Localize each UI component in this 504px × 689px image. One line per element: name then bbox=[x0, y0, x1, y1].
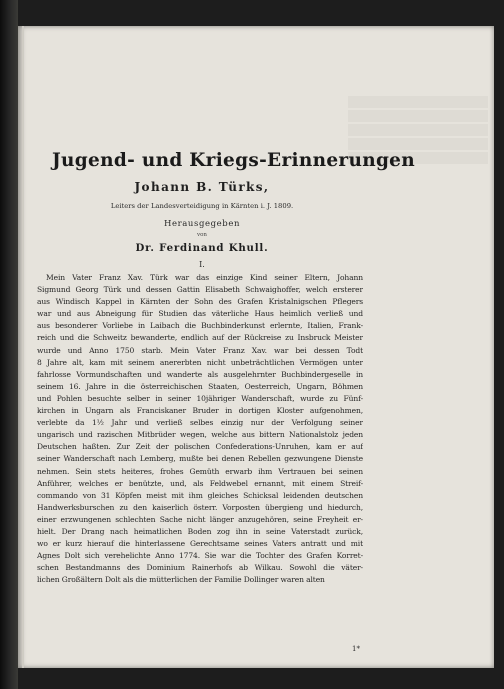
body-line: nehmen. Sein stets heiteres, frohes Gemüth erwarb ihm Vertrauen bei seinen bbox=[37, 466, 363, 476]
signature-mark: 1* bbox=[352, 645, 360, 653]
edited-label: Herausgegeben bbox=[163, 219, 241, 229]
body-line: wo er kurz hierauf die hinterlassene Gerechtsame seines Vaters antratt und mit bbox=[37, 539, 363, 549]
body-line: war und aus Abneigung für Studien das väterliche Haus heimlich verließ und bbox=[37, 309, 363, 319]
body-line: Sigmund Georg Türk und dessen Gattin Elisabeth Schwaighoffer, welch ersterer bbox=[37, 285, 363, 295]
body-line: Anführer, welches er benützte, und, als Feldwebel ernannt, mit einem Streif- bbox=[37, 478, 363, 488]
body-line: seiner Wanderschaft nach Lemberg, mußte bei denen Rebellen gezwungene Dienste bbox=[37, 454, 363, 464]
body-line: schen Bestandmanns des Dominium Rainerhofs ab Wilkau. Sowohl die väter- bbox=[37, 563, 363, 573]
body-line: und Pohlen besuchte selber in seiner 10jähriger Wanderschaft, wurde zu Fünf- bbox=[37, 393, 363, 403]
page-gutter bbox=[22, 26, 24, 668]
body-line: Handwerksburschen zu den kaiserlich österr. Vorposten übergieng und hiedurch, bbox=[37, 502, 363, 512]
author-name: Johann B. Türks, bbox=[134, 180, 270, 194]
body-line: Agnes Dolt sich verehelichte Anno 1774. Sie war die Tochter des Grafen Korret- bbox=[37, 551, 363, 561]
body-line: seinem 16. Jahre in die österreichischen Staaten, Oesterreich, Ungarn, Böhmen bbox=[37, 381, 363, 391]
body-line: ungarisch und razischen Mitbrüder wegen, welche aus bittern Nationalstolz jeden bbox=[37, 430, 363, 440]
document-title: Jugend- und Kriegs-Erinnerungen bbox=[52, 150, 415, 171]
book-spine bbox=[0, 0, 18, 689]
body-line: verlebte da 1½ Jahr und verließ selbes einzig nur der Verfolgung seiner bbox=[37, 418, 363, 428]
body-line: aus besonderer Vorliebe in Laibach die Buchbinderkunst erlernte, Italien, Frank- bbox=[37, 321, 363, 331]
body-line: Deutschen haßten. Zur Zeit der polischen Confederations-Unruhen, kam er auf bbox=[37, 442, 363, 452]
body-line: kirchen in Ungarn als Franciskaner Bruder in dortigen Kloster aufgenohmen, bbox=[37, 406, 363, 416]
chapter-number: I. bbox=[199, 260, 205, 269]
body-line: einer erzwungenen schlechten Sache nicht länger anzugehören, seine Freyheit er- bbox=[37, 514, 363, 524]
body-line: Mein Vater Franz Xav. Türk war das einzige Kind seiner Eltern, Johann bbox=[46, 273, 363, 282]
author-subtitle: Leiters der Landesverteidigung in Kärnten i. J. 1809. bbox=[110, 202, 294, 210]
body-line: reich und die Schweitz bewanderte, endlich auf der Rückreise zu Insbruck Meister bbox=[37, 333, 363, 343]
body-text bbox=[37, 272, 363, 586]
body-line: commando von 31 Köpfen meist mit ihm gleiches Schicksal leidenden deutschen bbox=[37, 490, 363, 500]
editor-name: Dr. Ferdinand Khull. bbox=[135, 242, 269, 254]
body-line: wurde und Anno 1750 starb. Mein Vater Franz Xav. war bei dessen Todt bbox=[37, 345, 363, 355]
body-line: hielt. Der Drang nach heimatlichen Boden zog ihn in seine Vaterstadt zurück, bbox=[37, 526, 363, 536]
body-line: 8 Jahre alt, kam mit seinem anererbten nicht unbeträchtlichen Vermögen unter bbox=[37, 357, 363, 367]
body-line: lichen Großältern Dolt als die mütterlichen der Familie Dollinger waren alten bbox=[37, 575, 325, 585]
body-line: fahrlosse Vormundschaften und wanderte als ausgelehrnter Buchbindergeselle in bbox=[37, 369, 363, 379]
von-label: von bbox=[197, 232, 207, 238]
body-line: aus Windisch Kappel in Kärnten der Sohn des Grafen Kristalnigschen Pflegers bbox=[37, 297, 363, 307]
